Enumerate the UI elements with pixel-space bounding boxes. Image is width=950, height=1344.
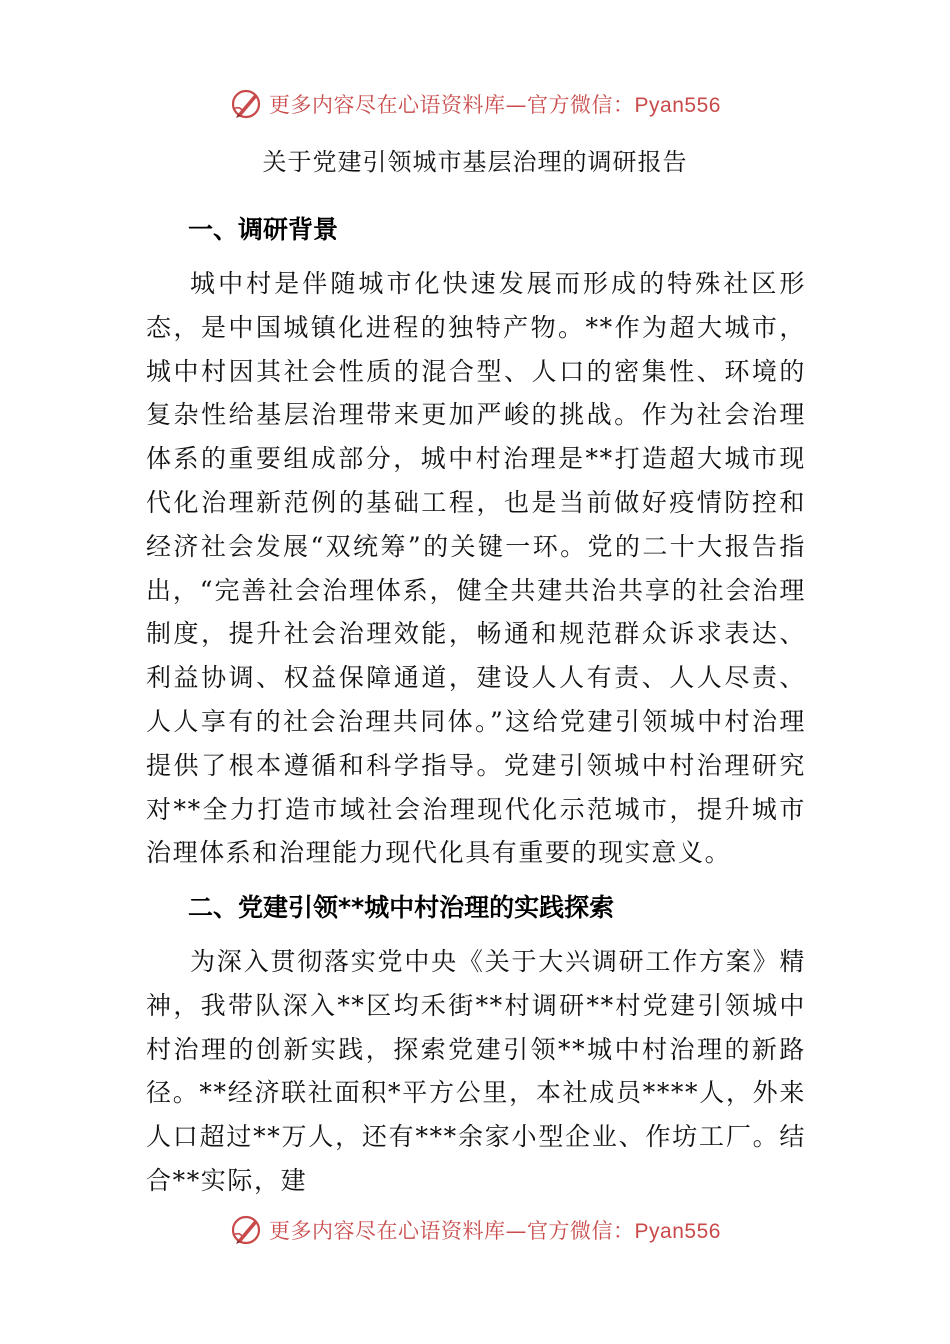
header-banner-inner <box>229 87 721 121</box>
section-paragraph-background: 城中村是伴随城市化快速发展而形成的特殊社区形态，是中国城镇化进程的独特产物。**作为超大城市，城中村因其社会性质的混合型、人口的密集性、环境的复杂性给基层治理带来更加严峻的挑战。作为社会治理体系的重要组成部分，城中村治理是**打造超大城市现代化治理新范例的基础工程，也是当前做好疫情防控和经济社会发展“双统筹”的关键一环。党的二十大报告指出，“完善社会治理体系，健全共建共治共享的社会治理制度，提升社会治理效能，畅通和规范群众诉求表达、利益协调、权益保障通道，建设人人有责、人人尽责、人人享有的社会治理共同体。”这给党建引领城中村治理提供了根本遵循和科学指导。党建引领城中村治理研究对**全力打造市域社会治理现代化示范城市，提升城市治理体系和治理能力现代化具有重要的现实意义。 <box>146 269 806 868</box>
section-paragraph-practice: 为深入贯彻落实党中央《关于大兴调研工作方案》精神，我带队深入**区均禾街**村调研**村党建引领城中村治理的创新实践，探索党建引领**城中村治理的新路径。**经济联社面积*平方公里，本社成员****人，外来人口超过**万人，还有***余家小型企业、作坊工厂。结合**实际，建 <box>146 947 806 1195</box>
footer-banner-text <box>269 1215 721 1245</box>
document-title: 关于党建引领城市基层治理的调研报告 <box>262 148 688 176</box>
section-heading-background: 一、调研背景 <box>188 215 339 244</box>
header-banner <box>0 84 950 124</box>
header-wechat-id: Pyan556 <box>634 94 721 117</box>
footer-wechat-id: Pyan556 <box>634 1220 721 1243</box>
footer-banner-inner <box>229 1213 721 1247</box>
header-banner-label: 更多内容尽在心语资料库—官方微信： <box>269 93 635 117</box>
footer-banner-label: 更多内容尽在心语资料库—官方微信： <box>269 1219 635 1243</box>
footer-banner <box>0 1210 950 1250</box>
pen-logo-icon <box>229 1213 263 1247</box>
pen-logo-icon <box>229 87 263 121</box>
header-banner-text <box>269 89 721 119</box>
section-heading-practice: 二、党建引领**城中村治理的实践探索 <box>188 893 615 922</box>
